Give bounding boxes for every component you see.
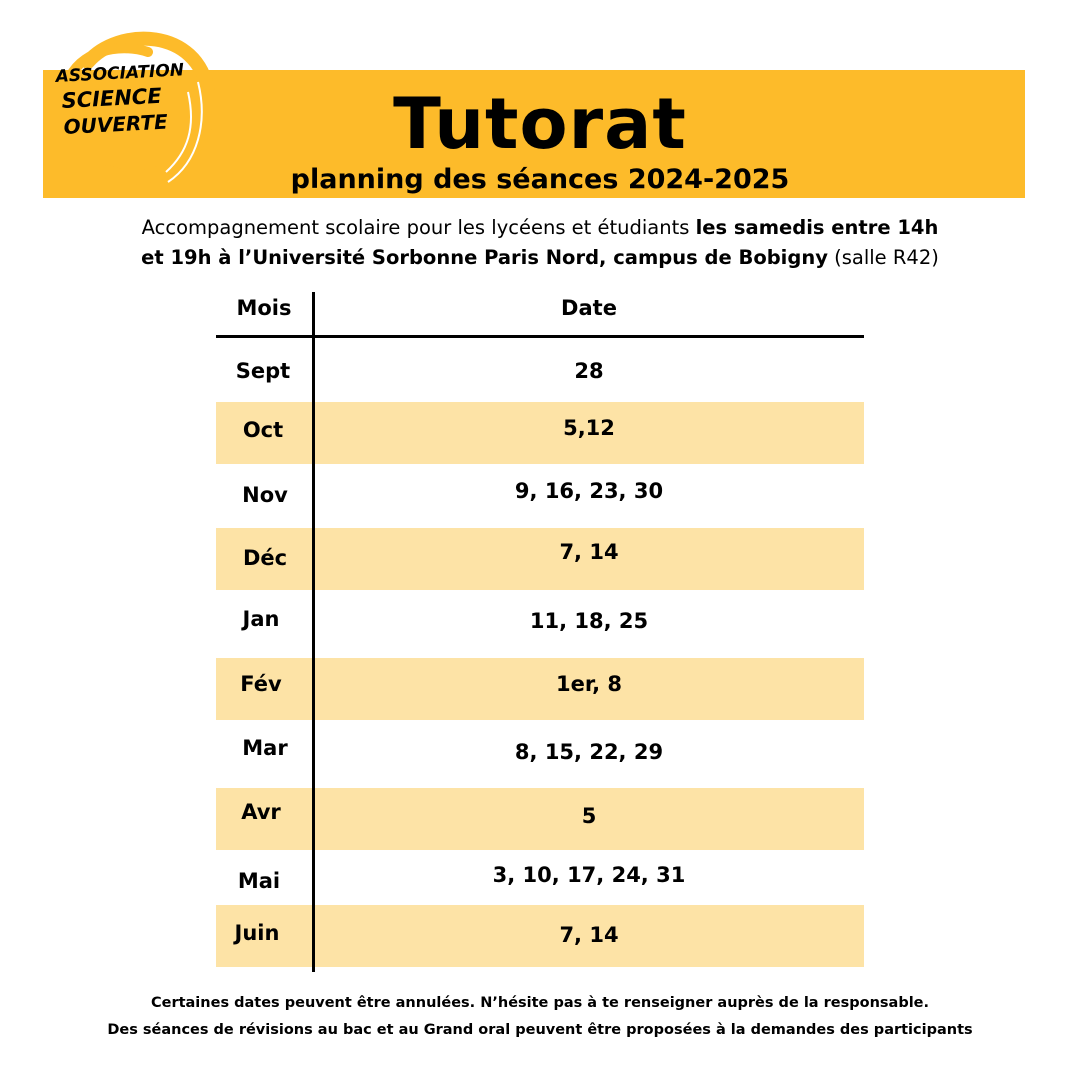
page-subtitle: planning des séances 2024-2025 [290, 164, 790, 195]
intro-part1: Accompagnement scolaire pour les lycéens et étudiants [141, 216, 696, 239]
dates-cell: 7, 14 [559, 540, 619, 564]
month-cell: Avr [241, 800, 281, 824]
dates-cell: 5 [581, 804, 597, 828]
month-cell: Nov [242, 483, 288, 507]
page-title: Tutorat [393, 83, 687, 165]
intro-text [0, 213, 1080, 273]
dates-cell: 7, 14 [559, 923, 619, 947]
month-cell: Oct [242, 418, 284, 442]
logo-line1: ASSOCIATION [55, 60, 185, 87]
dates-cell: 9, 16, 23, 30 [514, 479, 664, 503]
column-divider [312, 292, 315, 972]
footer-note [0, 990, 1080, 1044]
month-cell: Sept [235, 359, 291, 383]
logo-line3: OUVERTE [63, 109, 169, 139]
column-header-date: Date [561, 296, 617, 320]
dates-cell: 28 [574, 359, 604, 383]
dates-cell: 3, 10, 17, 24, 31 [492, 863, 686, 887]
month-cell: Jan [242, 607, 280, 631]
intro-bold2: et 19h à l’Université Sorbonne Paris Nord, campus de Bobigny [141, 246, 828, 269]
intro-bold1: les samedis entre 14h [695, 216, 939, 239]
month-cell: Fév [240, 672, 282, 696]
intro-part2: (salle R42) [827, 246, 939, 269]
month-cell: Juin [234, 921, 280, 945]
month-cell: Mai [237, 869, 281, 893]
footer-line2: Des séances de révisions au bac et au Grand oral peuvent être proposées à la demandes des participants [107, 1022, 973, 1038]
dates-cell: 8, 15, 22, 29 [514, 740, 664, 764]
dates-cell: 11, 18, 25 [529, 609, 649, 633]
dates-cell: 5,12 [563, 416, 615, 440]
column-header-month: Mois [236, 296, 292, 320]
dates-cell: 1er, 8 [555, 672, 623, 696]
month-cell: Mar [242, 736, 288, 760]
month-cell: Déc [242, 546, 288, 570]
logo-line2: SCIENCE [61, 83, 163, 113]
footer-line1: Certaines dates peuvent être annulées. N’hésite pas à te renseigner auprès de la responsable. [150, 995, 930, 1011]
